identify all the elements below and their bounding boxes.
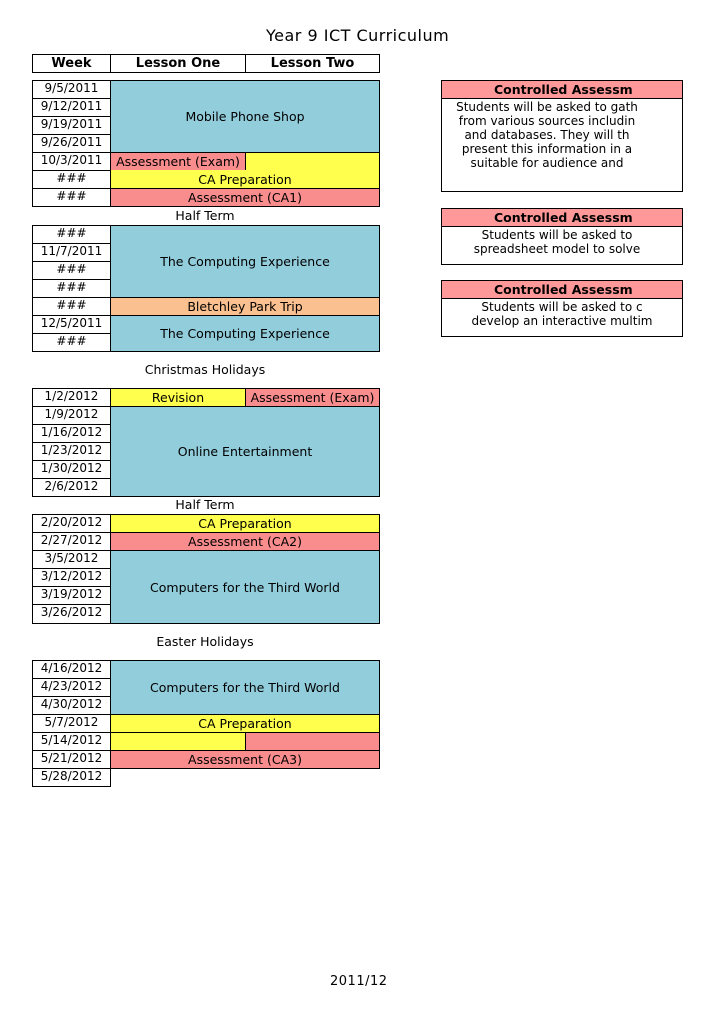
week-cell: 4/23/2012 (32, 678, 111, 697)
lesson-block-online-entertainment: Online Entertainment (110, 406, 380, 497)
controlled-assessment-description: Students will be asked to c develop an interactive multim (471, 300, 653, 328)
easter-holidays-label: Easter Holidays (156, 634, 254, 649)
lesson-block-computing-experience: The Computing Experience (110, 225, 380, 298)
lesson-one-column-header: Lesson One (110, 54, 246, 73)
lesson-block-assessment-exam: Assessment (Exam) (110, 152, 246, 171)
lesson-block-assessment-ca1: Assessment (CA1) (110, 188, 380, 207)
christmas-holidays-label: Christmas Holidays (144, 362, 266, 377)
week-cell: 11/7/2011 (32, 243, 111, 262)
week-cell: 1/30/2012 (32, 460, 111, 479)
lesson-block-assessment-exam: Assessment (Exam) (245, 388, 380, 407)
week-cell: 9/26/2011 (32, 134, 111, 153)
week-cell: 5/7/2012 (32, 714, 111, 733)
week-column-header: Week (32, 54, 111, 73)
week-cell: ### (32, 188, 111, 207)
week-cell: 10/3/2011 (32, 152, 111, 171)
lesson-block-revision: Revision (110, 388, 246, 407)
week-cell: 3/19/2012 (32, 586, 111, 605)
week-cell: 4/16/2012 (32, 660, 111, 679)
lesson-block-ca-preparation: CA Preparation (110, 714, 380, 733)
week-cell: 5/21/2012 (32, 750, 111, 769)
lesson-block-empty (110, 732, 246, 751)
controlled-assessment-description: Students will be asked to gath from various sources includin and databases. They will th present this information in a suitable for audience and (456, 100, 638, 170)
controlled-assessment-box-3 (441, 280, 653, 335)
half-term-label: Half Term (175, 208, 235, 223)
half-term-label: Half Term (175, 497, 235, 512)
week-cell: 1/9/2012 (32, 406, 111, 425)
lesson-two-column-header: Lesson Two (245, 54, 380, 73)
controlled-assessment-title: Controlled Assessm (442, 281, 682, 299)
week-cell: 1/16/2012 (32, 424, 111, 443)
controlled-assessment-description: Students will be asked to spreadsheet model to solve (473, 228, 641, 256)
lesson-block-empty (245, 152, 380, 171)
lesson-block-mobile-phone-shop: Mobile Phone Shop (110, 80, 380, 153)
week-cell: 3/5/2012 (32, 550, 111, 569)
lesson-block-computers-third-world: Computers for the Third World (110, 660, 380, 715)
week-cell: 1/2/2012 (32, 388, 111, 407)
week-cell: 2/27/2012 (32, 532, 111, 551)
controlled-assessment-title: Controlled Assessm (442, 209, 682, 227)
week-cell: 9/19/2011 (32, 116, 111, 135)
controlled-assessment-box-1 (441, 80, 638, 190)
week-cell: 3/26/2012 (32, 604, 111, 624)
week-cell: ### (32, 225, 111, 244)
week-cell: 9/5/2011 (32, 80, 111, 99)
lesson-block-ca-preparation: CA Preparation (110, 514, 380, 533)
week-cell: 9/12/2011 (32, 98, 111, 117)
week-cell: 2/20/2012 (32, 514, 111, 533)
week-cell: ### (32, 279, 111, 298)
lesson-block-ca-preparation: CA Preparation (110, 170, 380, 189)
lesson-block-empty (245, 732, 380, 751)
page-footer-year: 2011/12 (330, 974, 388, 989)
controlled-assessment-box-2 (441, 208, 641, 263)
week-cell: 4/30/2012 (32, 696, 111, 715)
week-cell: 12/5/2011 (32, 315, 111, 334)
lesson-block-computing-experience: The Computing Experience (110, 315, 380, 352)
week-cell: ### (32, 170, 111, 189)
week-cell: 5/28/2012 (32, 768, 111, 787)
lesson-block-computers-third-world: Computers for the Third World (110, 550, 380, 624)
week-cell: ### (32, 261, 111, 280)
controlled-assessment-title: Controlled Assessm (442, 81, 682, 99)
week-cell: 1/23/2012 (32, 442, 111, 461)
week-cell: 5/14/2012 (32, 732, 111, 751)
week-cell: 2/6/2012 (32, 478, 111, 497)
lesson-block-assessment-ca2: Assessment (CA2) (110, 532, 380, 551)
week-cell: ### (32, 333, 111, 352)
page-title: Year 9 ICT Curriculum (266, 26, 450, 45)
lesson-block-assessment-ca3: Assessment (CA3) (110, 750, 380, 769)
week-cell: ### (32, 297, 111, 316)
lesson-block-bletchley-park-trip: Bletchley Park Trip (110, 297, 380, 316)
week-cell: 3/12/2012 (32, 568, 111, 587)
